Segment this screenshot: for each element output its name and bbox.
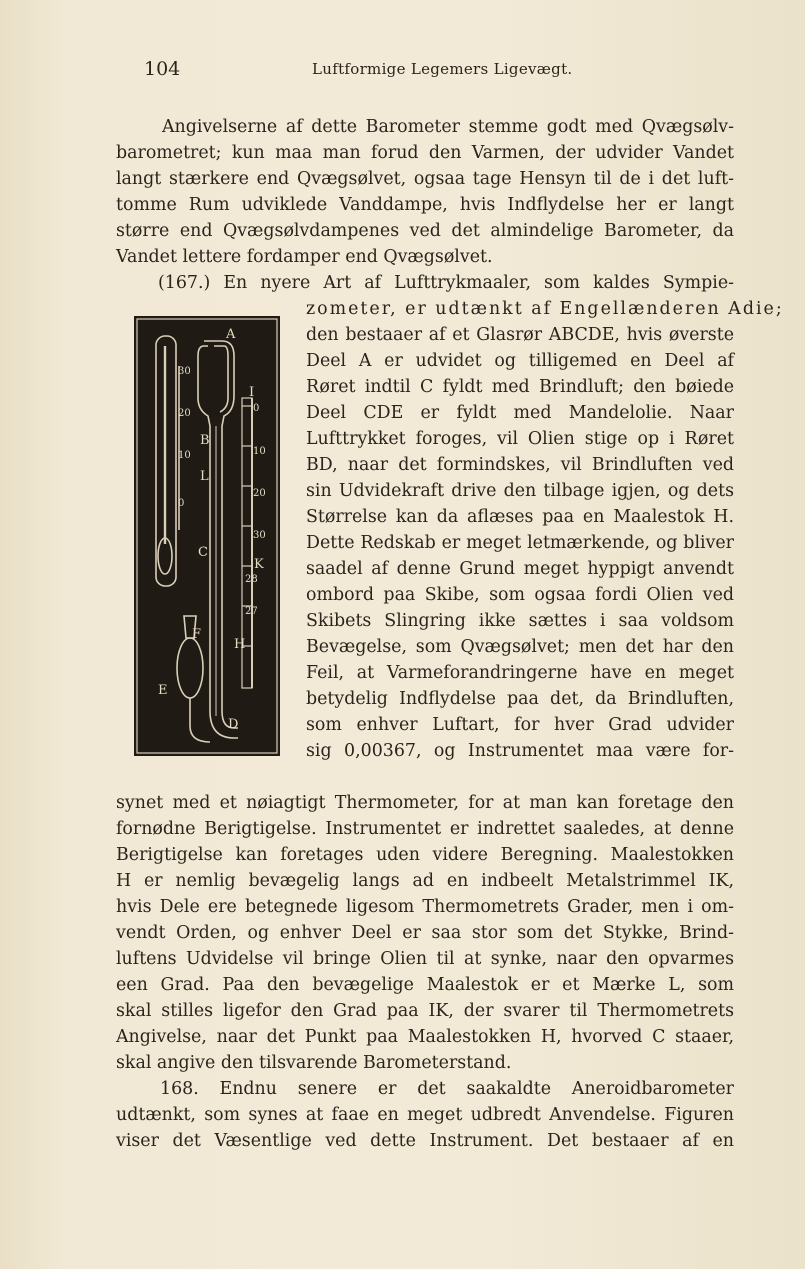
text-line: vendt Orden, og enhver Deel er saa stor som det Stykke, Brind- [116, 923, 734, 943]
text-line: skal angive den tilsvarende Barometerstand. [116, 1053, 512, 1073]
text-line: sin Udvidekraft drive den tilbage igjen, og dets [306, 481, 734, 501]
text-line: tomme Rum udviklede Vanddampe, hvis Indflydelse her er langt [116, 195, 734, 215]
text-line: zometer, er udtænkt af Engellænderen Adie; [306, 299, 784, 319]
text-line: som enhver Luftart, for hver Grad udvider [306, 715, 734, 735]
text-line: Deel CDE er fyldt med Mandelolie. Naar [306, 403, 734, 423]
text-line: Størrelse kan da aflæses paa en Maalestok H. [306, 507, 734, 527]
text-line: langt stærkere end Qvægsølvet, ogsaa tage Hensyn til de i det luft- [116, 169, 734, 189]
scale-label: 20 [253, 488, 266, 499]
text-line: betydelig Indflydelse paa det, da Brindluften, [306, 689, 734, 709]
scale-label: 28 [245, 574, 258, 585]
scale-label: 10 [178, 450, 191, 461]
text-line: sig 0,00367, og Instrumentet maa være for- [306, 741, 734, 761]
text-line: Dette Redskab er meget letmærkende, og bliver [306, 533, 734, 553]
text-line: viser det Væsentlige ved dette Instrument. Det bestaaer af en [116, 1131, 734, 1151]
scale-label: 30 [253, 530, 266, 541]
text-line: saadel af denne Grund meget hyppigt anvendt [306, 559, 734, 579]
text-line: fornødne Berigtigelse. Instrumentet er indrettet saaledes, at denne [116, 819, 734, 839]
letter-F: F [192, 627, 202, 642]
letter-E: E [158, 683, 168, 698]
text-line: ombord paa Skibe, som ogsaa fordi Olien ved [306, 585, 734, 605]
text-line: Angivelserne af dette Barometer stemme godt med Qvægsølv- [162, 117, 734, 137]
scale-label: 10 [253, 446, 266, 457]
letter-K: K [254, 557, 264, 572]
text-line: een Grad. Paa den bevægelige Maalestok er et Mærke L, som [116, 975, 734, 995]
scale-label: 27 [245, 606, 258, 617]
page-number: 104 [144, 58, 181, 80]
text-line: Lufttrykket foroges, vil Olien stige op i Røret [306, 429, 734, 449]
text-line: Bevægelse, som Qvægsølvet; men det har den [306, 637, 734, 657]
text-line: (167.) En nyere Art af Lufttrykmaaler, som kaldes Sympie- [158, 273, 734, 293]
text-line: Feil, at Varmeforandringerne have en meget [306, 663, 734, 683]
text-line: Vandet lettere fordamper end Qvægsølvet. [116, 247, 493, 267]
page-header [144, 58, 734, 82]
letter-B: B [200, 433, 210, 448]
text-line: synet med et nøiagtigt Thermometer, for at man kan foretage den [116, 793, 734, 813]
text-line: barometret; kun maa man forud den Varmen, der udvider Vandet [116, 143, 734, 163]
text-line: Berigtigelse kan foretages uden videre Beregning. Maalestokken [116, 845, 734, 865]
text-line: Angivelse, naar det Punkt paa Maalestokken H, hvorved C staaer, [116, 1027, 734, 1047]
letter-I: I [249, 385, 255, 400]
text-line: Deel A er udvidet og tilligemed en Deel af [306, 351, 734, 371]
scale-label: 0 [178, 498, 185, 509]
scale-label: 0 [253, 403, 260, 414]
letter-A: A [226, 327, 236, 342]
text-line: udtænkt, som synes at faae en meget udbredt Anvendelse. Figuren [116, 1105, 734, 1125]
text-line: hvis Dele ere betegnede ligesom Thermometrets Grader, men i om- [116, 897, 734, 917]
letter-L: L [200, 469, 209, 484]
scale-label: 20 [178, 408, 191, 419]
text-line: den bestaaer af et Glasrør ABCDE, hvis øverste [306, 325, 734, 345]
text-line: 168. Endnu senere er det saakaldte Aneroidbarometer [160, 1079, 734, 1099]
running-title: Luftformige Legemers Ligevægt. [312, 60, 573, 78]
sympiezometer-figure [134, 316, 280, 756]
sympiezometer-diagram [134, 316, 280, 756]
scale-label: 30 [178, 366, 191, 377]
letter-C: C [198, 545, 208, 560]
text-line: H er nemlig bevægelig langs ad en indbeelt Metalstrimmel IK, [116, 871, 734, 891]
letter-D: D [228, 717, 239, 732]
text-line: luftens Udvidelse vil bringe Olien til at synke, naar den opvarmes [116, 949, 734, 969]
text-line: BD, naar det formindskes, vil Brindluften ved [306, 455, 734, 475]
text-line: større end Qvægsølvdampenes ved det almindelige Barometer, da [116, 221, 734, 241]
letter-H: H [234, 637, 246, 652]
text-line: skal stilles ligefor den Grad paa IK, der svarer til Thermometrets [116, 1001, 734, 1021]
text-line: Skibets Slingring ikke sættes i saa voldsom [306, 611, 734, 631]
text-line: Røret indtil C fyldt med Brindluft; den bøiede [306, 377, 734, 397]
